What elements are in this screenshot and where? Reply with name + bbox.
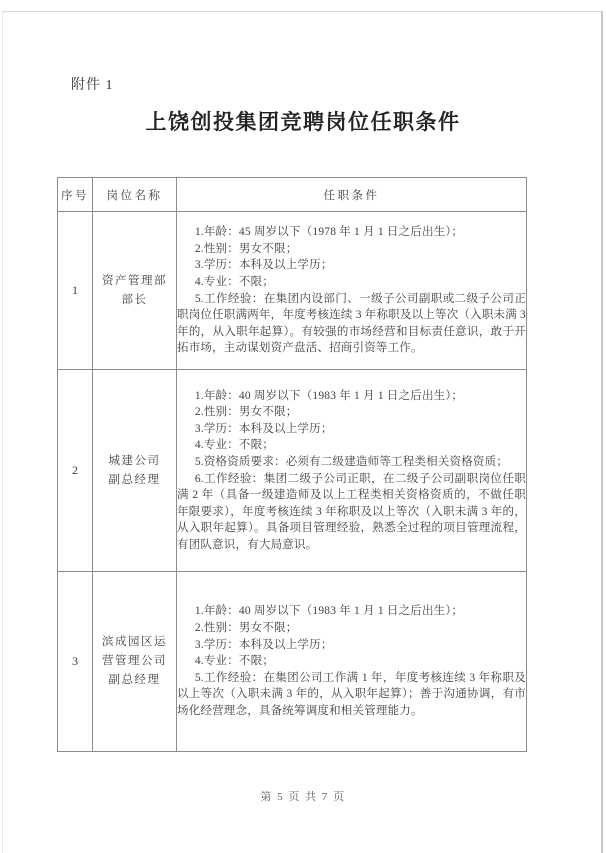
- col-header-no: 序号: [58, 178, 93, 212]
- position-name-line: 资产管理部: [102, 274, 167, 287]
- position-name: [93, 212, 177, 370]
- position-name-line: 城建公司: [108, 454, 161, 467]
- conditions-cell: [177, 572, 527, 752]
- position-name: [93, 572, 177, 752]
- condition-item: 5.工作经验：在集团公司工作满 1 年，年度考核连续 3 年称职及以上等次（入职未满 3 年的，从入职年起算）；善于沟通协调，有市场化经营理念，具备统筹调度和相关管理能力。: [177, 671, 526, 717]
- page-title: 上饶创投集团竞聘岗位任职条件: [145, 110, 461, 134]
- position-name-line: 副总经理: [108, 473, 161, 486]
- table-row: [58, 572, 527, 752]
- condition-item: 4.专业：不限；: [194, 655, 275, 668]
- condition-item: 2.性别：男女不限；: [194, 242, 298, 255]
- position-name-line: 部长: [121, 293, 148, 306]
- row-number: 1: [58, 212, 93, 370]
- position-name-line: 副总经理: [108, 674, 161, 686]
- condition-item: 4.专业：不限；: [194, 439, 275, 452]
- table-row: [58, 212, 527, 370]
- col-header-conditions: 任职条件: [177, 178, 527, 212]
- conditions-cell: [177, 212, 527, 370]
- condition-item: 1.年龄：45 周岁以下（1978 年 1 月 1 日之后出生）；: [194, 226, 464, 239]
- condition-item: 1.年龄：40 周岁以下（1983 年 1 月 1 日之后出生）；: [194, 605, 464, 618]
- positions-table: [57, 177, 527, 752]
- row-number: 2: [58, 370, 93, 572]
- condition-item: 2.性别：男女不限；: [194, 406, 298, 419]
- position-name: [93, 370, 177, 572]
- conditions-cell: [177, 370, 527, 572]
- position-name-line: 营管理公司: [102, 655, 167, 667]
- condition-item: 5.工作经验：在集团内设部门、一级子公司副职或二级子公司正职岗位任职满两年，年度考核连续 3 年称职及以上等次（入职未满 3 年的，从入职年起算）。有较强的市场经营和目标责任意识，敢于开拓市场，主动谋划资产盘活、招商引资等工作。: [177, 292, 526, 355]
- condition-item: 3.学历：本科及以上学历；: [194, 638, 333, 651]
- position-name-line: 滨成园区运: [102, 636, 167, 648]
- condition-item: 1.年龄：40 周岁以下（1983 年 1 月 1 日之后出生）；: [194, 389, 464, 402]
- col-header-position: 岗位名称: [93, 178, 177, 212]
- condition-item: 3.学历：本科及以上学历；: [194, 259, 333, 272]
- condition-item: 6.工作经验：集团二级子公司正职，在二级子公司副职岗位任职满 2 年（具备一级建造师及以上工程类相关资格资质的，不做任职年限要求），年度考核连续 3 年称职及以上等次（入职未满 3 年的，从入职年起算）。具备项目管理经验，熟悉全过程的项目管理流程，有团队意识，有大局意识。: [177, 472, 526, 551]
- row-number: 3: [58, 572, 93, 752]
- condition-item: 4.专业：不限；: [194, 275, 275, 288]
- condition-item: 2.性别：男女不限；: [194, 622, 298, 635]
- condition-item: 5.资格资质要求：必须有二级建造师等工程类相关资格资质；: [194, 455, 509, 468]
- table-header-row: [58, 178, 527, 212]
- attachment-label: 附件 1: [71, 78, 114, 93]
- condition-item: 3.学历：本科及以上学历；: [194, 422, 333, 435]
- page-number: 第 5 页 共 7 页: [260, 791, 346, 803]
- table-row: [58, 370, 527, 572]
